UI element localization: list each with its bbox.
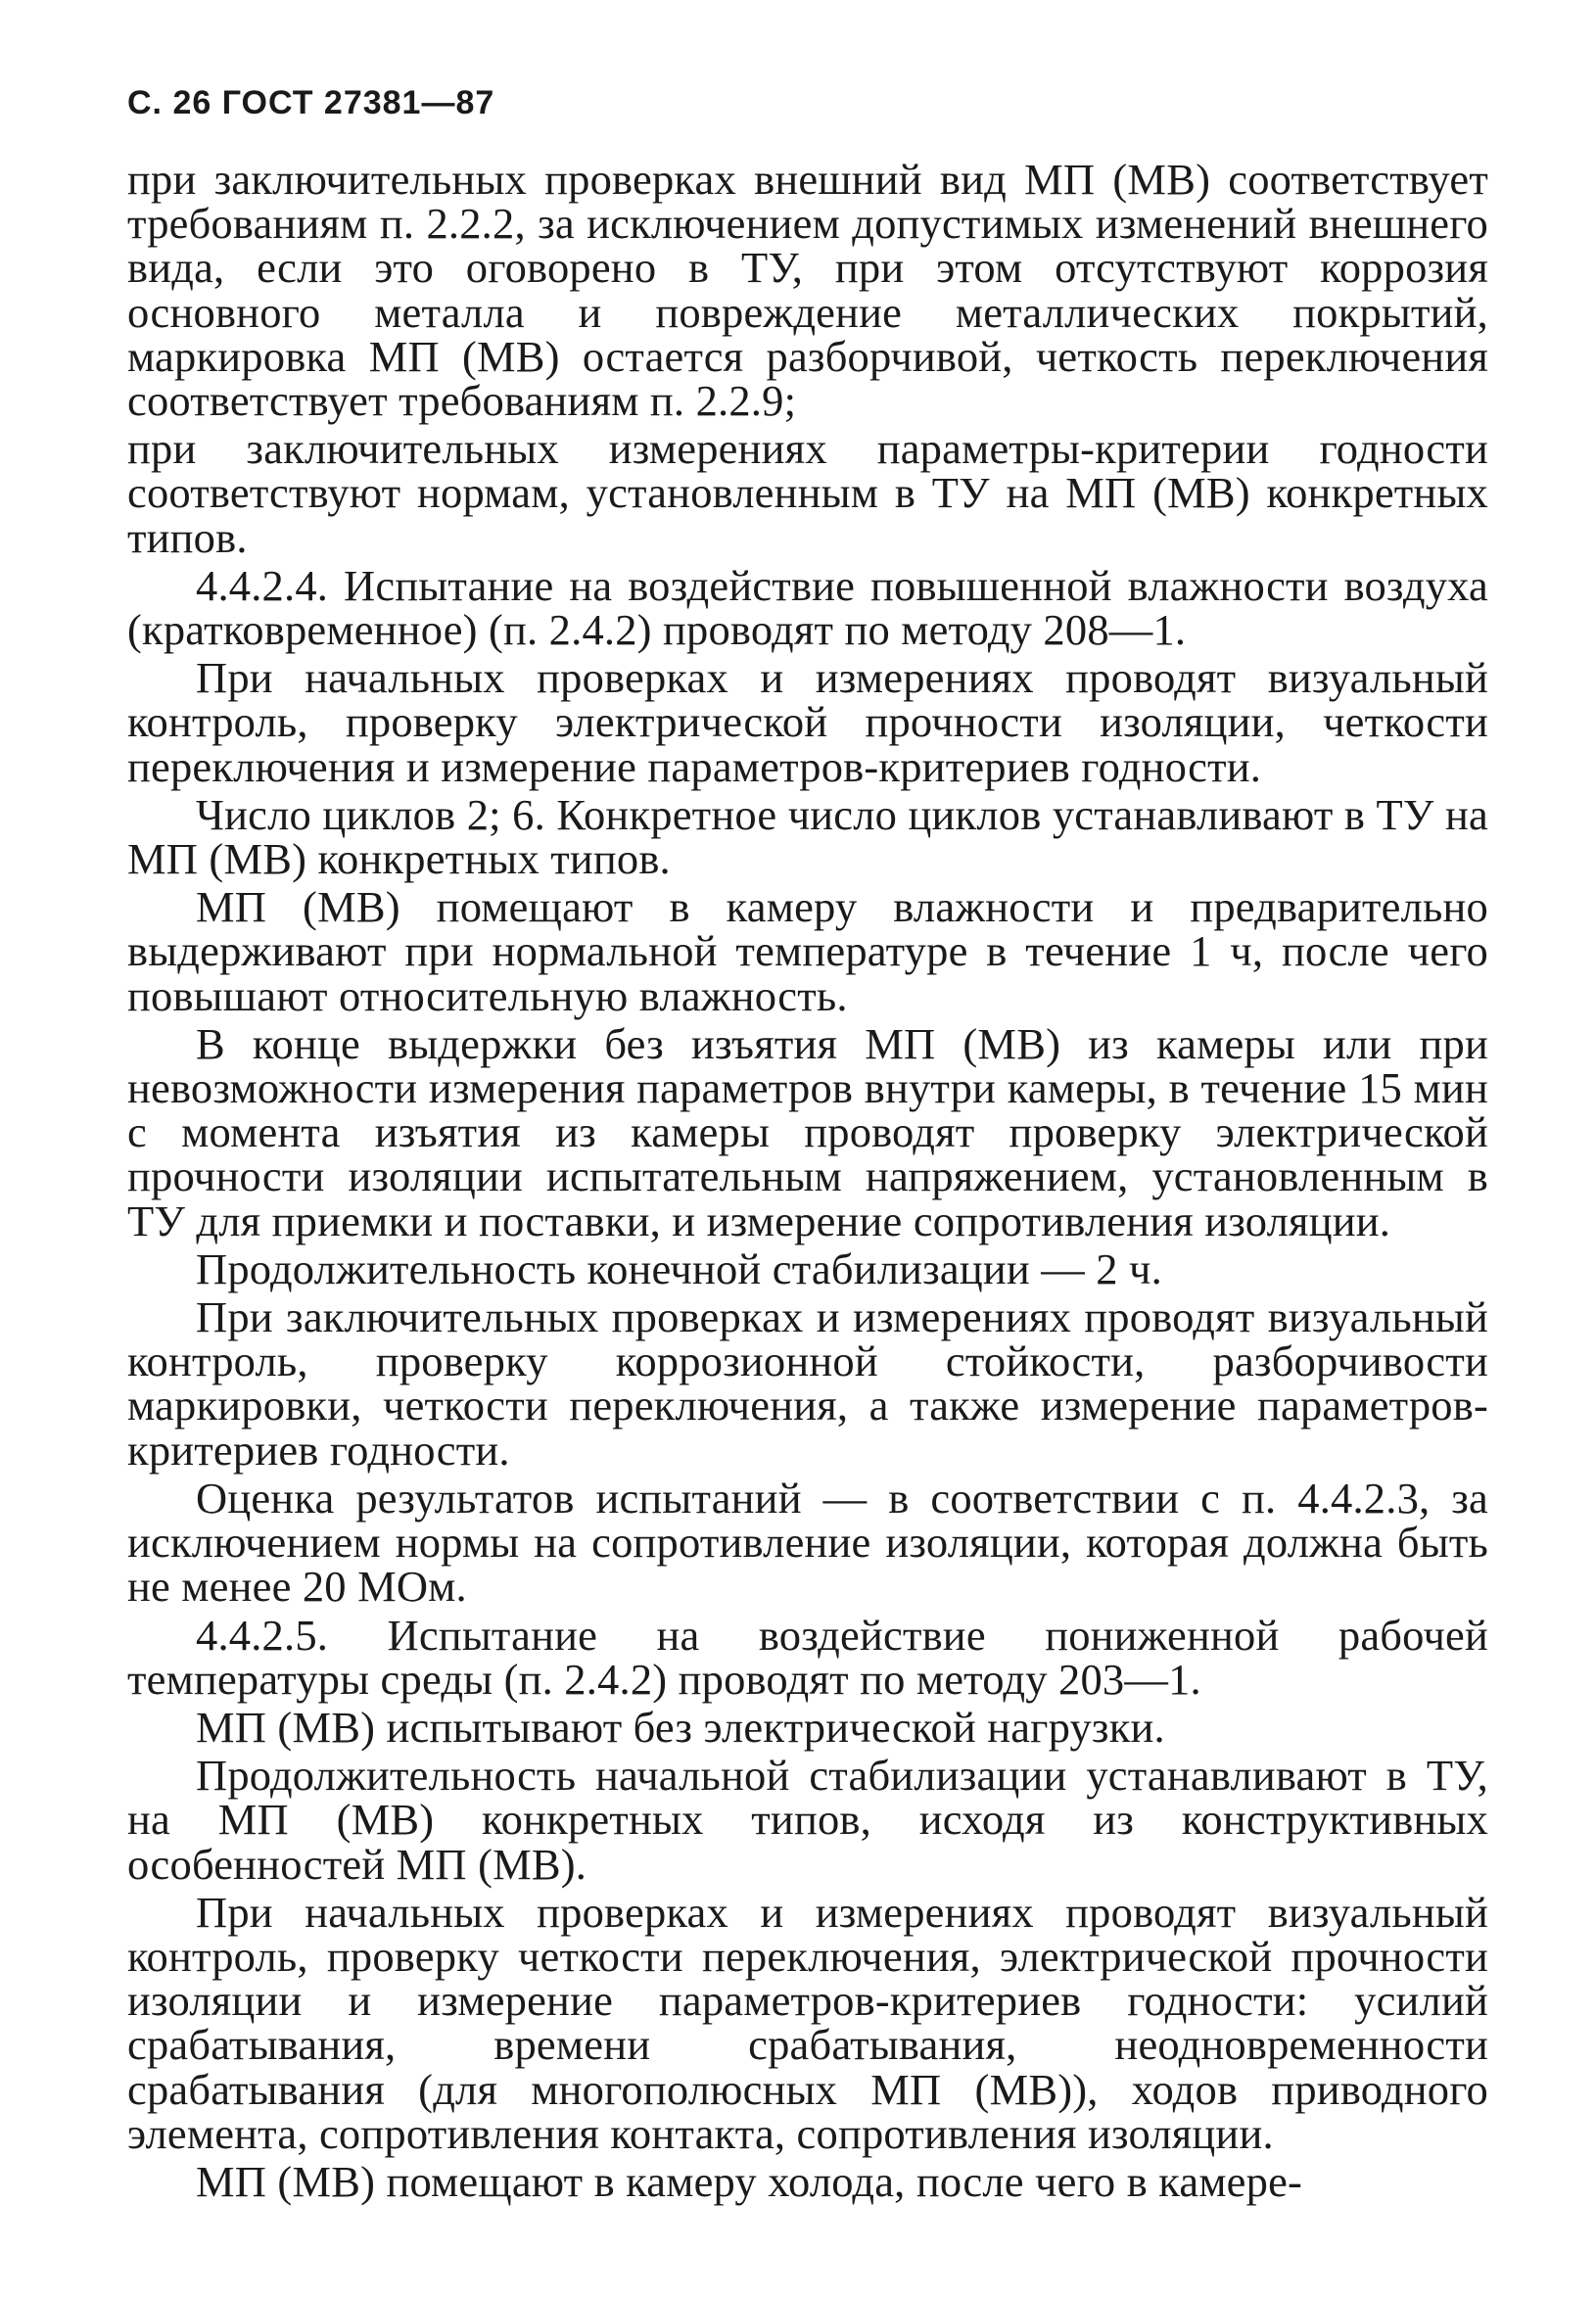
- paragraph-final-stabilization: Продолжительность конечной стабилизации — 2 ч.: [196, 1243, 1162, 1293]
- paragraph-end-of-exposure: В конце выдержки без изъятия МП (МВ) из камеры или при невозможности измерения параметров внутри камеры, в течение 15 мин с момента изъятия из камеры проводят проверку электрической прочности изоляции испытательным напряжением, установленным в ТУ для приемки и поставки, и измерение сопротивления изоляции.: [127, 1018, 1488, 1245]
- paragraph-no-load: МП (МВ) испытывают без электрической нагрузки.: [196, 1702, 1165, 1752]
- paragraph-final-checks-appearance: при заключительных проверках внешний вид МП (МВ) соответствует требованиям п. 2.2.2, за исключением допустимых изменений внешнего вида, если это оговорено в ТУ, при этом отсутствуют коррозия основного металла и повреждение металлических покрытий, маркировка МП (МВ) остается разборчивой, четкость переключения соответствует требованиям п. 2.2.9;: [127, 155, 1488, 426]
- paragraph-results-evaluation: Оценка результатов испытаний — в соответствии с п. 4.4.2.3, за исключением нормы на сопротивление изоляции, которая должна быть не менее 20 МОм.: [127, 1473, 1488, 1612]
- body-text: [127, 155, 1488, 2206]
- paragraph-cycle-count: Число циклов 2; 6. Конкретное число циклов устанавливают в ТУ на МП (МВ) конкретных типов.: [127, 789, 1488, 884]
- paragraph-final-measurements: при заключительных измерениях параметры-критерии годности соответствуют нормам, установленным в ТУ на МП (МВ) конкретных типов.: [127, 424, 1488, 562]
- paragraph-4-4-2-4-heading: 4.4.2.4. Испытание на воздействие повышенной влажности воздуха (кратковременное) (п. 2.4.2) проводят по методу 208—1.: [127, 560, 1488, 655]
- paragraph-cold-chamber: МП (МВ) помещают в камеру холода, после чего в камере-: [196, 2156, 1303, 2206]
- paragraph-initial-checks: При начальных проверках и измерениях проводят визуальный контроль, проверку электрической прочности изоляции, четкости переключения и измерение параметров-критериев годности.: [127, 653, 1488, 791]
- paragraph-initial-stabilization: Продолжительность начальной стабилизации устанавливают в ТУ, на МП (МВ) конкретных типов, исходя из конструктивных особенностей МП (МВ).: [127, 1751, 1488, 1889]
- paragraph-humidity-chamber: МП (МВ) помещают в камеру влажности и предварительно выдерживают при нормальной температуре в течение 1 ч, после чего повышают относительную влажность.: [127, 882, 1488, 1020]
- running-head: С. 26 ГОСТ 27381—87: [127, 84, 495, 121]
- paragraph-initial-checks-parameters: При начальных проверках и измерениях проводят визуальный контроль, проверку четкости переключения, электрической прочности изоляции и измерение параметров-критериев годности: усилий срабатывания, времени срабатывания, неодновременности срабатывания (для многополюсных МП (МВ)), ходов приводного элемента, сопротивления контакта, сопротивления изоляции.: [127, 1887, 1488, 2158]
- paragraph-4-4-2-5-heading: 4.4.2.5. Испытание на воздействие пониженной рабочей температуры среды (п. 2.4.2) проводят по методу 203—1.: [127, 1610, 1488, 1704]
- paragraph-final-checks-corrosion: При заключительных проверках и измерениях проводят визуальный контроль, проверку коррозионной стойкости, разборчивости маркировки, четкости переключения, а также измерение параметров-критериев годности.: [127, 1292, 1488, 1475]
- document-page: [127, 83, 1488, 2208]
